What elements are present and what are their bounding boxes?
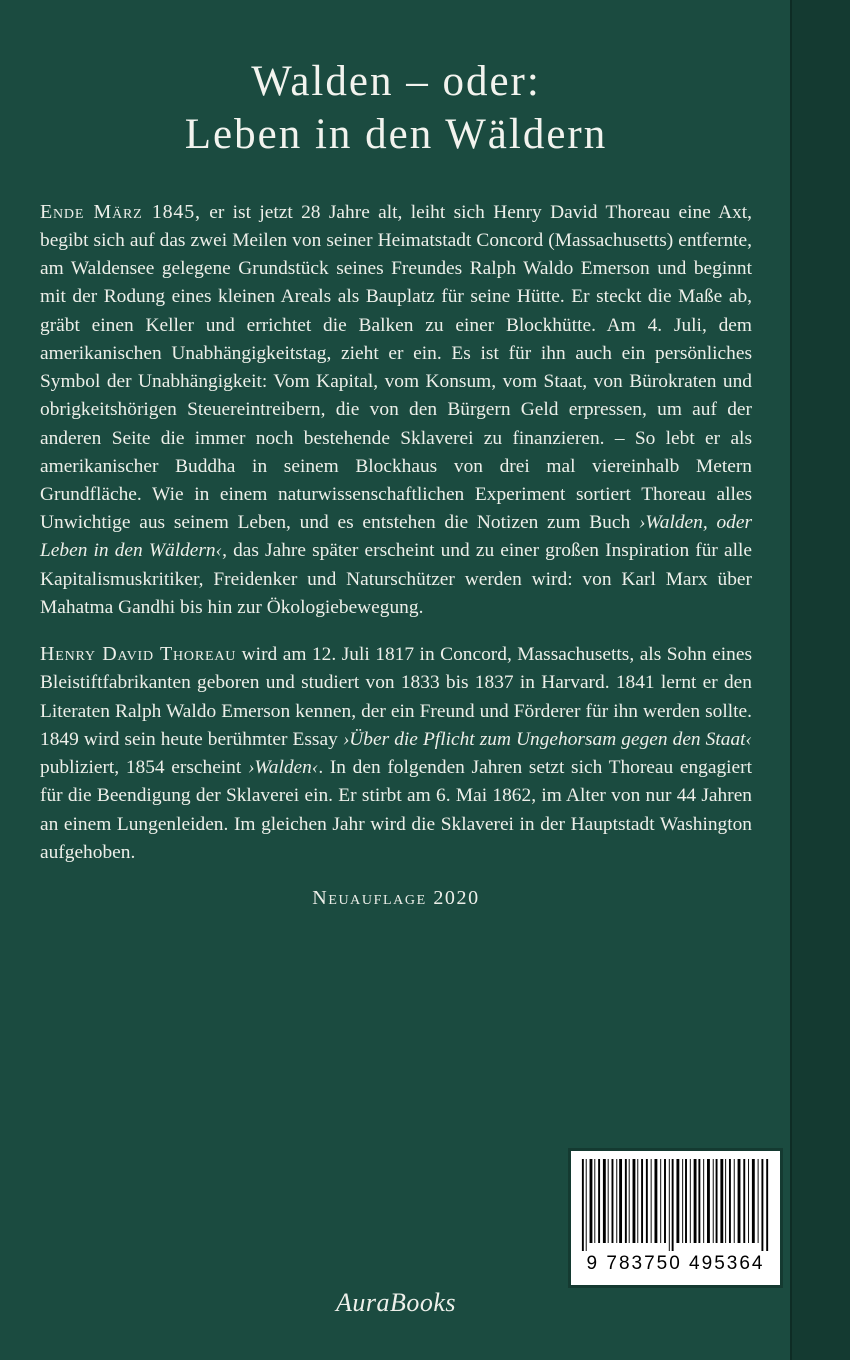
- book-title: [40, 55, 752, 162]
- bio-essay-citation: ›Über die Pflicht zum Ungehorsam gegen den Staat‹: [342, 728, 753, 750]
- title-line-1: Walden – oder:: [251, 58, 541, 105]
- author-bio-paragraph: [40, 640, 752, 867]
- barcode: [568, 1148, 783, 1288]
- bio-body-2: publiziert, 1854 erscheint: [40, 757, 248, 779]
- bio-body-3: . In den folgenden Jahren setzt sich Thoreau engagiert für die Beendigung der Sklaverei ein. Er stirbt am 6. Mai 1862, im Alter von nur 44 Jahren an einem Lungenleiden. Im gleichen Jahr wird die Sklaverei in der Hauptstadt Washington aufgehoben.: [40, 757, 753, 863]
- publisher-logo: AuraBooks: [335, 1288, 457, 1317]
- bio-body-1: wird am 12. Juli 1817 in Concord, Massachusetts, als Sohn eines Bleistiftfabrikanten geboren und studiert von 1833 bis 1837 in Harvard. 1841 lernt er den Literaten Ralph Waldo Emerson kennen, der ein Freund und Förderer für ihn werden sollte. 1849 wird sein heute berühmter Essay: [40, 644, 752, 750]
- isbn-number: 9 783750 495364: [586, 1253, 765, 1274]
- title-line-2: Leben in den Wäldern: [184, 111, 608, 159]
- blurb-title-citation: ›Walden, oder Leben in den Wäldern‹: [40, 512, 752, 562]
- blurb-text: [40, 198, 752, 867]
- book-spine: [790, 0, 850, 1360]
- blurb-lead-in: Ende März 1845,: [40, 200, 201, 223]
- paragraph-spacer: [40, 622, 752, 640]
- blurb-body-2: , das Jahre später erscheint und zu einer großen Inspiration für alle Kapitalismuskritiker, Freidenker und Naturschützer werden wird: von Karl Marx über Mahatma Gandhi bis hin zur Ökologiebewegung.: [40, 540, 752, 618]
- bio-walden-citation: ›Walden‹: [247, 757, 319, 779]
- barcode-bars-icon: [580, 1159, 771, 1251]
- blurb-paragraph: [40, 198, 752, 623]
- blurb-body-1: er ist jetzt 28 Jahre alt, leiht sich Henry David Thoreau eine Axt, begibt sich auf das zwei Meilen von seiner Heimatstadt Concord (Massachusetts) entfernte, am Waldensee gelegene Grundstück seines Freundes Ralph Waldo Emerson und beginnt mit der Rodung eines kleinen Areals als Bauplatz für seine Hütte. Er steckt die Maße ab, gräbt einen Keller und errichtet die Balken zu einer Blockhütte. Am 4. Juli, dem amerikanischen Unabhängigkeitstag, zieht er ein. Es ist für ihn auch ein persönliches Symbol der Unabhängigkeit: Vom Kapital, vom Konsum, vom Staat, von Bürokraten und obrigkeitshörigen Steuereintreibern, die von den Bürgern Geld erpressen, um auf der anderen Seite die immer noch bestehende Sklaverei zu finanzieren. – So lebt er als amerikanischer Buddha in seinem Blockhaus von drei mal viereinhalb Metern Grundfläche. Wie in einem naturwissenschaftlichen Experiment sortiert Thoreau alles Unwichtige aus seinem Leben, und es entstehen die Notizen zum Buch: [40, 201, 753, 534]
- author-name-lead-in: Henry David Thoreau: [40, 643, 237, 666]
- edition-note: Neuauflage 2020: [312, 887, 480, 910]
